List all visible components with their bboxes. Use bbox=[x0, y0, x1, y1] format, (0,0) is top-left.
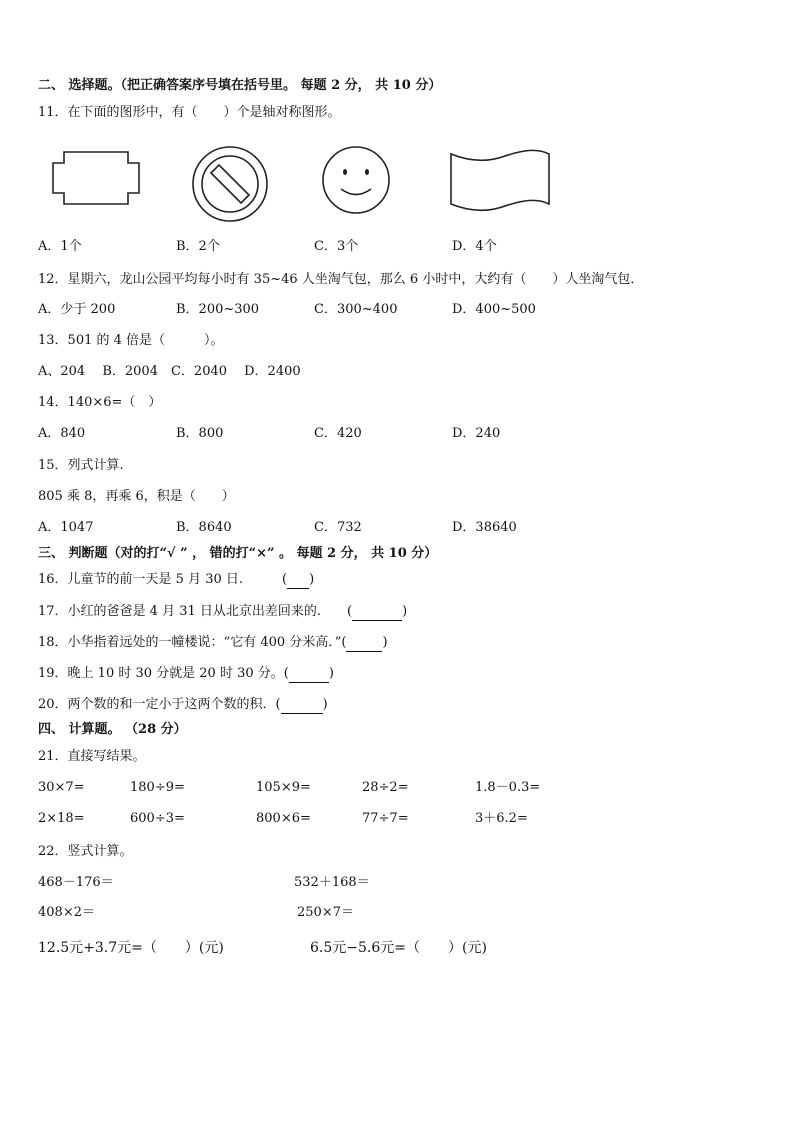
q20-item bbox=[38, 697, 328, 714]
q22-stem: 22．竖式计算。 bbox=[38, 844, 133, 859]
wavy-flag-icon bbox=[447, 148, 553, 216]
notched-rectangle-icon bbox=[50, 150, 142, 208]
q21-stem: 21．直接写结果。 bbox=[38, 749, 146, 764]
q13-options: A、204 B．2004 C．2040 D．2400 bbox=[38, 364, 301, 379]
section-3-title: 三、 判断题（对的打“√ ” ， 错的打“×” 。 每题 2 分， 共 10 分） bbox=[38, 546, 438, 561]
q20-close: ) bbox=[322, 697, 328, 712]
q18-item bbox=[38, 635, 388, 652]
q21-r1-3: 105×9= bbox=[256, 780, 311, 795]
q21-r2-4: 77÷7= bbox=[362, 811, 409, 826]
q20-answer-blank[interactable] bbox=[281, 697, 323, 714]
q12-stem: 12．星期六，龙山公园平均每小时有 35~46 人坐淘气包，那么 6 小时中，大约有（ ）人坐淘气包． bbox=[38, 272, 644, 287]
section-2-title: 二、 选择题。（把正确答案序号填在括号里。 每题 2 分， 共 10 分） bbox=[38, 78, 442, 93]
q19-close: ) bbox=[328, 666, 334, 681]
q17-text: 17．小红的爸爸是 4 月 31 日从北京出差回来的. ( bbox=[38, 604, 353, 619]
q21-r1-5: 1.8－0.3= bbox=[475, 780, 541, 795]
q20-text: 20．两个数的和一定小于这两个数的积．( bbox=[38, 697, 281, 712]
section-4-title: 四、 计算题。 （28 分） bbox=[38, 722, 187, 737]
q17-answer-blank[interactable] bbox=[352, 604, 402, 621]
q14-stem: 14．140×6=（ ） bbox=[38, 395, 162, 410]
q22-r3-1: 12.5元+3.7元=（ ）(元) bbox=[38, 940, 224, 956]
q21-r2-1: 2×18= bbox=[38, 811, 85, 826]
q14-option-d: D．240 bbox=[452, 426, 501, 441]
q11-option-a: A．1个 bbox=[38, 239, 82, 254]
q21-r1-4: 28÷2= bbox=[362, 780, 409, 795]
q12-option-c: C．300~400 bbox=[314, 302, 398, 317]
q11-stem: 11．在下面的图形中，有（ ）个是轴对称图形。 bbox=[38, 105, 341, 120]
q22-r1-1: 468－176＝ bbox=[38, 875, 114, 890]
q12-option-b: B．200~300 bbox=[176, 302, 260, 317]
q11-option-b: B．2个 bbox=[176, 239, 220, 254]
q19-item bbox=[38, 666, 334, 683]
q14-option-a: A．840 bbox=[38, 426, 86, 441]
q15-option-a: A．1047 bbox=[38, 520, 94, 535]
q14-option-c: C．420 bbox=[314, 426, 362, 441]
q22-r2-2: 250×7＝ bbox=[297, 905, 354, 920]
q22-r2-1: 408×2＝ bbox=[38, 905, 95, 920]
q18-text: 18．小华指着远处的一幢楼说：“它有 400 分米高．”( bbox=[38, 635, 347, 650]
q11-option-c: C．3个 bbox=[314, 239, 359, 254]
q15-option-d: D．38640 bbox=[452, 520, 517, 535]
q21-r2-3: 800×6= bbox=[256, 811, 311, 826]
q15-stem: 15．列式计算. bbox=[38, 458, 124, 473]
q19-text: 19．晚上 10 时 30 分就是 20 时 30 分。( bbox=[38, 666, 289, 681]
q16-answer-blank[interactable] bbox=[287, 572, 309, 589]
q16-item bbox=[38, 572, 314, 589]
q21-r1-2: 180÷9= bbox=[130, 780, 185, 795]
q14-option-b: B．800 bbox=[176, 426, 224, 441]
q15-sub: 805 乘 8，再乘 6，积是（ ） bbox=[38, 489, 235, 504]
q12-option-d: D．400~500 bbox=[452, 302, 536, 317]
no-entry-sign-icon bbox=[190, 144, 270, 224]
q21-r2-5: 3＋6.2= bbox=[475, 811, 528, 826]
q18-close: ) bbox=[382, 635, 388, 650]
q15-option-b: B．8640 bbox=[176, 520, 232, 535]
smiley-face-icon bbox=[320, 144, 392, 216]
q12-option-a: A．少于 200 bbox=[38, 302, 116, 317]
q21-r2-2: 600÷3= bbox=[130, 811, 185, 826]
q22-r3-2: 6.5元−5.6元=（ ）(元) bbox=[310, 940, 487, 956]
q15-option-c: C．732 bbox=[314, 520, 362, 535]
q19-answer-blank[interactable] bbox=[289, 666, 329, 683]
q21-r1-1: 30×7= bbox=[38, 780, 85, 795]
q17-item bbox=[38, 604, 407, 621]
q11-option-d: D．4个 bbox=[452, 239, 497, 254]
q16-close: ) bbox=[309, 572, 315, 587]
q16-text: 16．儿童节的前一天是 5 月 30 日. ( bbox=[38, 572, 288, 587]
q17-close: ) bbox=[402, 604, 408, 619]
q13-stem: 13．501 的 4 倍是（ ）。 bbox=[38, 333, 224, 348]
q22-r1-2: 532＋168＝ bbox=[294, 875, 370, 890]
q18-answer-blank[interactable] bbox=[346, 635, 382, 652]
